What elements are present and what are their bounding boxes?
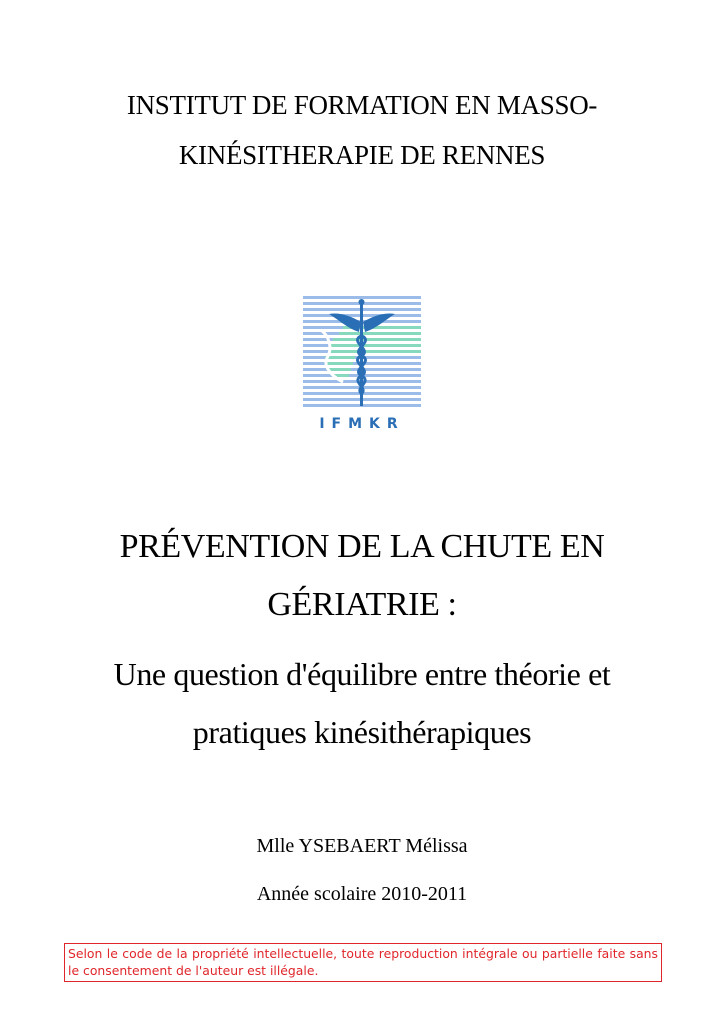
- author-name: Mlle YSEBAERT Mélissa: [256, 835, 468, 857]
- institute-name-line-1: INSTITUT DE FORMATION EN MASSO-: [126, 90, 598, 120]
- ifmkr-logo: [303, 296, 421, 440]
- school-year: Année scolaire 2010-2011: [256, 883, 468, 905]
- title-line-2: GÉRIATRIE :: [267, 586, 457, 623]
- title-line-1: PRÉVENTION DE LA CHUTE EN: [119, 528, 605, 565]
- logo-text: IFMKR: [319, 416, 405, 432]
- institute-name-line-2: KINÉSITHERAPIE DE RENNES: [178, 140, 546, 170]
- copyright-notice: Selon le code de la propriété intellectuelle, toute reproduction intégrale ou partielle faite sans le consentement de l'auteur est illégale.: [64, 943, 662, 982]
- subtitle-line-1: Une question d'équilibre entre théorie et: [113, 656, 611, 692]
- subtitle-line-2: pratiques kinésithérapiques: [192, 714, 532, 750]
